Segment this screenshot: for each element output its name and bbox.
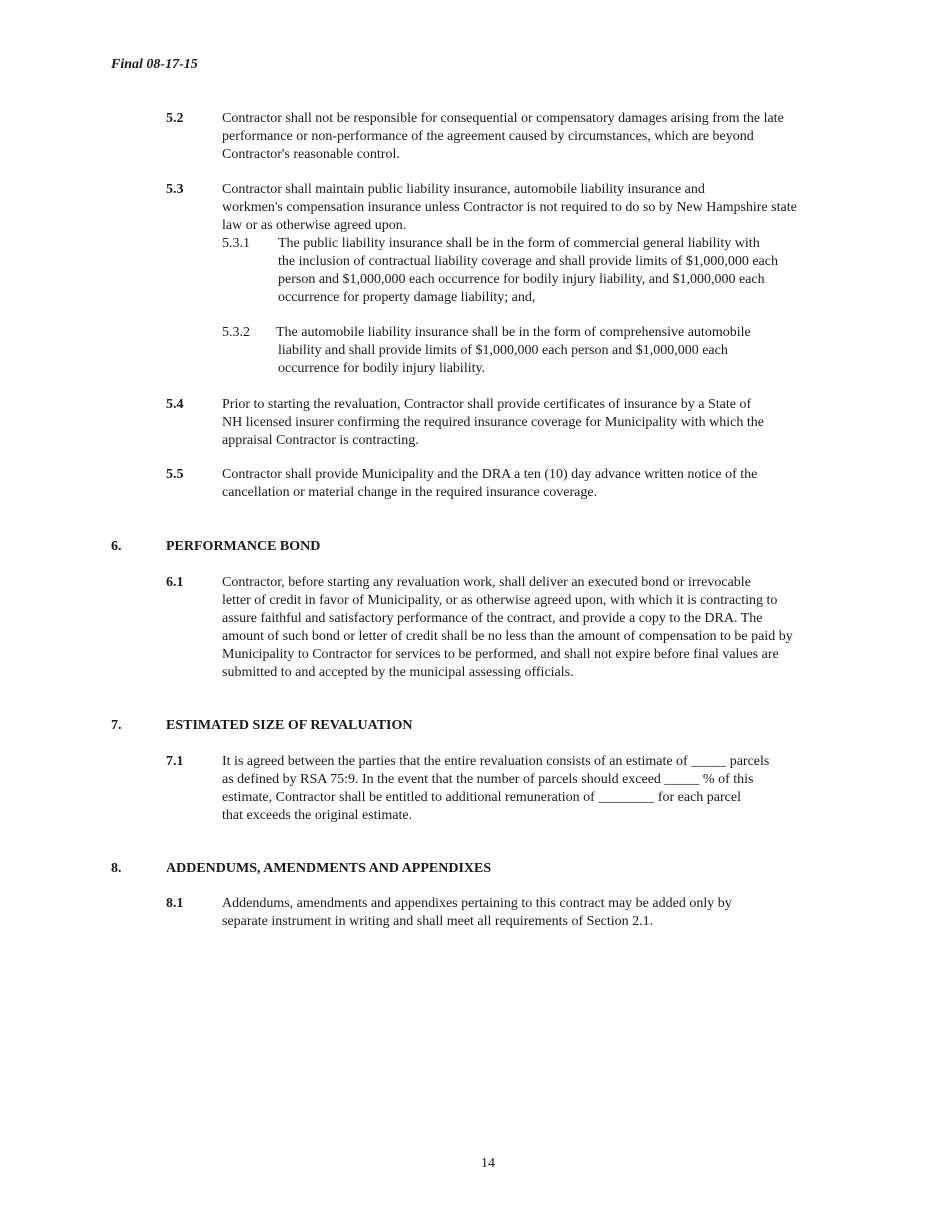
clause-7-1-text [222,753,769,825]
text-line: performance or non-performance of the agreement caused by circumstances, which are beyond [222,129,754,144]
clause-number-7-1: 7.1 [166,754,184,769]
text-line: Addendums, amendments and appendixes pertaining to this contract may be added only by [222,896,732,911]
text-line: law or as otherwise agreed upon. [222,218,407,233]
text-line: The automobile liability insurance shall be in the form of comprehensive automobile [276,325,751,340]
clause-5-3-text [222,181,797,235]
text-line: The public liability insurance shall be in the form of commercial general liability with [278,236,760,251]
text-line: cancellation or material change in the required insurance coverage. [222,485,598,500]
clause-5-4-text [222,396,764,450]
section-title-estimated-size: ESTIMATED SIZE OF REVALUATION [166,718,413,733]
text-line: that exceeds the original estimate. [222,808,413,823]
text-line: Contractor shall provide Municipality and the DRA a ten (10) day advance written notice of the [222,467,758,482]
text-line: estimate, Contractor shall be entitled to additional remuneration of ________ for each parcel [222,790,741,805]
clause-number-5-3: 5.3 [166,182,184,197]
text-line: Contractor's reasonable control. [222,147,400,162]
clause-number-5-3-2: 5.3.2 [222,325,250,340]
text-line: liability and shall provide limits of $1,000,000 each person and $1,000,000 each [278,343,728,358]
text-line: person and $1,000,000 each occurrence for bodily injury liability, and $1,000,000 each [278,272,765,287]
clause-number-5-3-1: 5.3.1 [222,236,250,251]
text-line: workmen's compensation insurance unless Contractor is not required to do so by New Hampshire state [222,200,797,215]
clause-number-6-1: 6.1 [166,575,184,590]
text-line: Municipality to Contractor for services to be performed, and shall not expire before final values are [222,647,779,662]
text-line: occurrence for property damage liability; and, [278,290,536,305]
text-line: NH licensed insurer confirming the required insurance coverage for Municipality with which the [222,415,764,430]
text-line: separate instrument in writing and shall meet all requirements of Section 2.1. [222,914,654,929]
clause-5-3-2-text [276,324,751,378]
draft-date-header: Final 08-17-15 [111,57,198,72]
clause-number-5-2: 5.2 [166,111,184,126]
clause-5-3-1-text [278,235,778,307]
text-line: amount of such bond or letter of credit shall be no less than the amount of compensation to be paid by [222,629,793,644]
text-line: occurrence for bodily injury liability. [278,361,486,376]
text-line: letter of credit in favor of Municipality, or as otherwise agreed upon, with which it is contracting to [222,593,778,608]
text-line: the inclusion of contractual liability coverage and shall provide limits of $1,000,000 each [278,254,778,269]
clause-number-8-1: 8.1 [166,896,184,911]
section-number-7: 7. [111,718,122,733]
clause-number-5-4: 5.4 [166,397,184,412]
clause-number-5-5: 5.5 [166,467,184,482]
clause-6-1-text [222,574,793,682]
section-number-8: 8. [111,861,122,876]
clause-5-5-text [222,466,757,502]
text-line: Contractor shall maintain public liability insurance, automobile liability insurance and [222,182,705,197]
clause-5-2-text [222,110,784,164]
text-line: Contractor shall not be responsible for consequential or compensatory damages arising from the late [222,111,784,126]
text-line: submitted to and accepted by the municipal assessing officials. [222,665,574,680]
section-title-addendums: ADDENDUMS, AMENDMENTS AND APPENDIXES [166,861,492,876]
section-title-performance-bond: PERFORMANCE BOND [166,539,321,554]
text-line: assure faithful and satisfactory performance of the contract, and provide a copy to the DRA. The [222,611,763,626]
text-line: Contractor, before starting any revaluation work, shall deliver an executed bond or irrevocable [222,575,751,590]
text-line: appraisal Contractor is contracting. [222,433,419,448]
clause-8-1-text [222,895,732,931]
text-line: Prior to starting the revaluation, Contractor shall provide certificates of insurance by a State of [222,397,752,412]
page-number: 14 [481,1156,495,1171]
section-number-6: 6. [111,539,122,554]
text-line: It is agreed between the parties that the entire revaluation consists of an estimate of _____ parcels [222,754,770,769]
text-line: as defined by RSA 75:9. In the event that the number of parcels should exceed _____ % of this [222,772,754,787]
